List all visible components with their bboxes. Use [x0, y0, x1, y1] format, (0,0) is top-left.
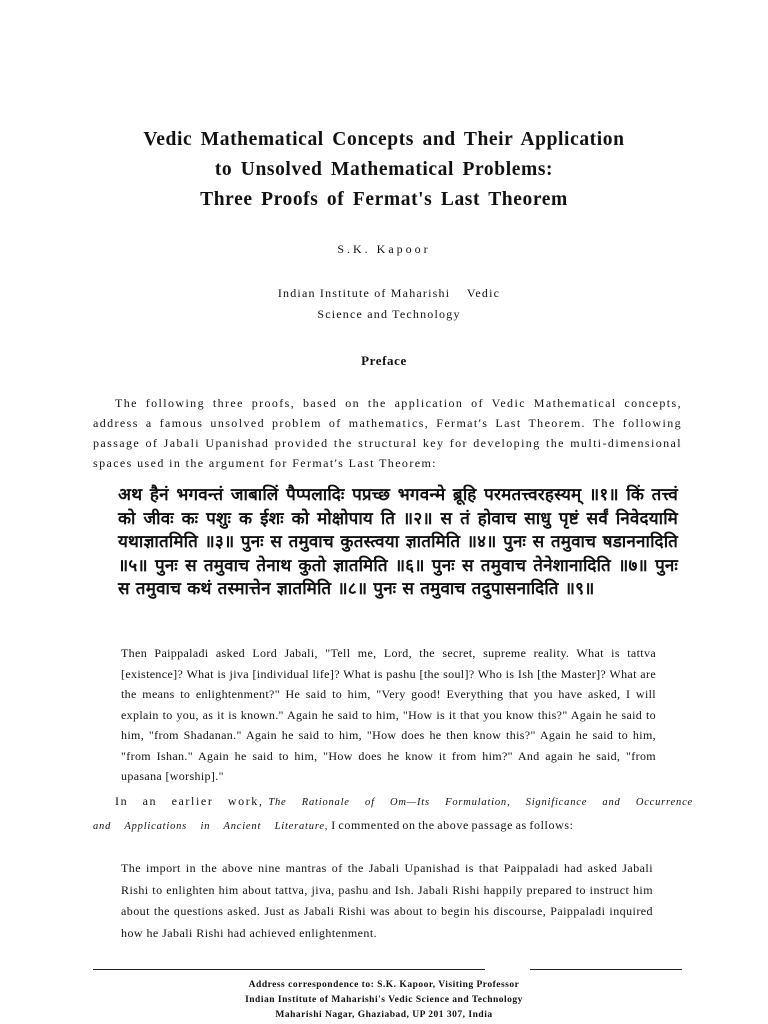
footnote-line-1: Address correspondence to: S.K. Kapoor, Visiting Professor: [248, 980, 520, 990]
author-name: S.K. Kapoor: [337, 242, 431, 256]
translation-block: Then Paippaladi asked Lord Jabali, "Tell me, Lord, the secret, supreme reality. What is tattva [existence]? What is jiva [individual life]? What is pashu [the soul]? Who is Ish [the Master]? What are the means to enlightenment?" He said to him, "Very good! Everything that you have asked, I will explain to you, as it is known." Again he said to him, "How is it that you know this?" Again he said to him, "from Shadanan." Again he said to him, "How does he then know this?" Again he said to him, "from Ishan." Again he said to him, "How does he know it from him?" And again he said, "from upasana [worship].": [121, 646, 656, 783]
correspondence-footnote: [0, 978, 768, 1023]
author-affiliation: [0, 283, 768, 325]
book-title-citation: The Rationale of Om—Its Formulation, Significance and Occurrence and Applications in Ancient Literature,: [93, 797, 693, 832]
title-line-1: Vedic Mathematical Concepts and Their Application: [143, 129, 625, 150]
earlier-work-lead: In an earlier work,: [115, 794, 264, 808]
paper-title: [0, 125, 768, 215]
footnote-divider-right: [530, 969, 682, 970]
intro-paragraph: The following three proofs, based on the application of Vedic Mathematical concepts, address a famous unsolved problem of mathematics, Fermat's Last Theorem. The following passage of Jabali Upanishad provided the structural key for developing the multi-dimensional spaces used in the argument for Fermat's Last Theorem:: [93, 396, 682, 470]
earlier-work-tail: I commented on the above passage as follows:: [331, 818, 574, 832]
footnote-line-3: Maharishi Nagar, Ghaziabad, UP 201 307, India: [275, 1010, 493, 1020]
affiliation-line-2: Science and Technology: [317, 307, 461, 321]
import-paragraph: The import in the above nine mantras of the Jabali Upanishad is that Paippaladi had asked Jabali Rishi to enlighten him about tattva, jiva, pashu and Ish. Jabali Rishi happily prepared to instruct him about the questions asked. Just as Jabali Rishi was about to begin his discourse, Paippaladi inquired how he Jabali Rishi had achieved enlightenment.: [121, 861, 653, 940]
earlier-work-paragraph: [93, 790, 693, 838]
title-line-2: to Unsolved Mathematical Problems:: [214, 159, 554, 180]
affiliation-line-1: Indian Institute of Maharishi Vedic: [277, 286, 501, 300]
footnote-line-2: Indian Institute of Maharishi's Vedic Science and Technology: [245, 995, 523, 1005]
section-heading-preface: Preface: [361, 353, 407, 368]
sanskrit-passage: अथ हैनं भगवन्तं जाबालिं पैप्पलादिः पप्रच्छ भगवन्मे ब्रूहि परमतत्त्वरहस्यम् ॥१॥ किं तत्त्वं को जीवः कः पशुः क ईशः को मोक्षोपाय ति ॥२॥ स तं होवाच साधु पृष्टं सर्वं निवेदयामि यथाज्ञातमिति ॥३॥ पुनः स तमुवाच कुतस्त्वया ज्ञातमिति ॥४॥ पुनः स तमुवाच षडाननादिति ॥५॥ पुनः स तमुवाच तेनाथ कुतो ज्ञातमिति ॥६॥ पुनः स तमुवाच तेनेशानादिति ॥७॥ पुनः स तमुवाच कथं तस्मात्तेन ज्ञातमिति ॥८॥ पुनः स तमुवाच तदुपासनादिति ॥९॥: [118, 485, 678, 599]
title-line-3: Three Proofs of Fermat's Last Theorem: [200, 189, 568, 210]
footnote-divider-left: [93, 969, 485, 970]
